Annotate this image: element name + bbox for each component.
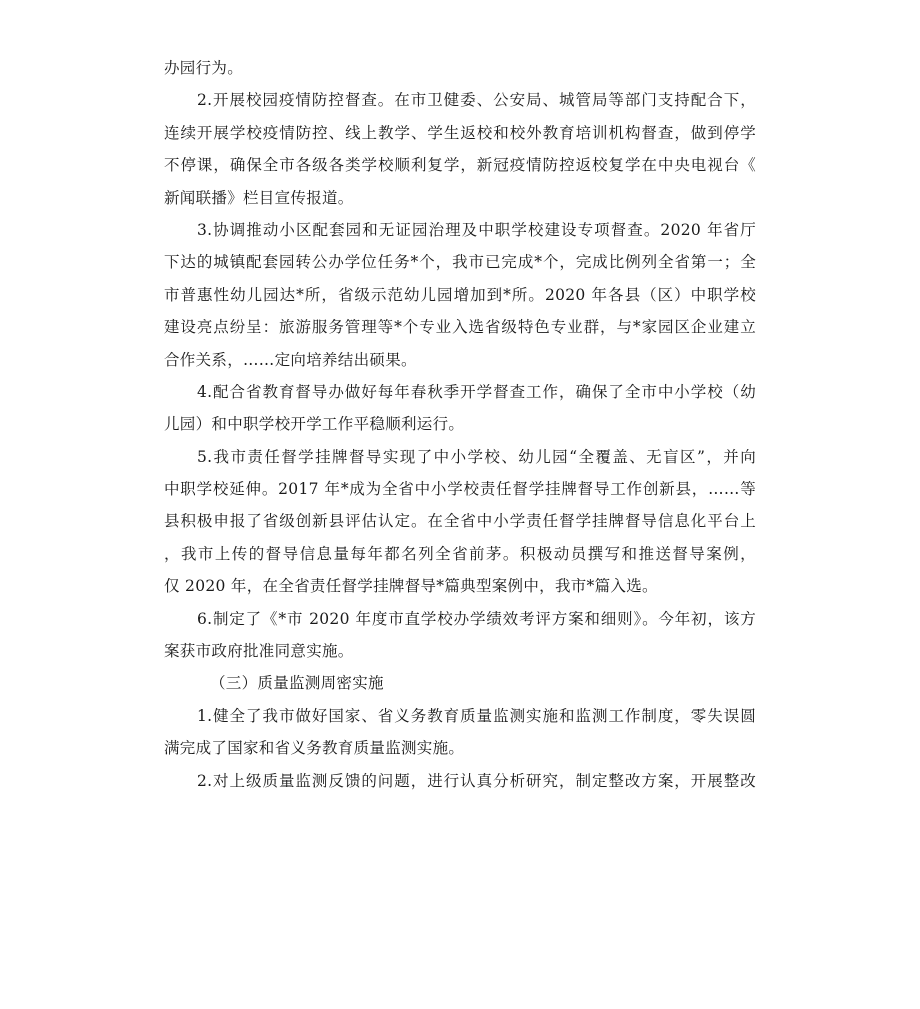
paragraph-line: 儿园）和中职学校开学工作平稳顺利运行。	[164, 415, 465, 434]
paragraph-line: 县积极申报了省级创新县评估认定。在全省中小学责任督学挂牌督导信息化平台上	[164, 512, 756, 531]
paragraph-line: 4.配合省教育督导办做好每年春秋季开学督查工作，确保了全市中小学校（幼	[197, 382, 756, 401]
paragraph-line: 仅 2020 年，在全省责任督学挂牌督导*篇典型案例中，我市*篇入选。	[164, 577, 658, 596]
paragraph-line: 2.开展校园疫情防控督查。在市卫健委、公安局、城管局等部门支持配合下，	[197, 91, 756, 110]
paragraph-line: 下达的城镇配套园转公办学位任务*个，我市已完成*个，完成比例列全省第一；全	[164, 253, 756, 272]
paragraph-line: 1.健全了我市做好国家、省义务教育质量监测实施和监测工作制度，零失误圆	[197, 706, 756, 725]
paragraph-line: 建设亮点纷呈：旅游服务管理等*个专业入选省级特色专业群，与*家园区企业建立	[164, 318, 756, 337]
paragraph-line: 合作关系，……定向培养结出硕果。	[164, 350, 417, 369]
section-heading: （三）质量监测周密实施	[210, 674, 384, 693]
paragraph-line: 不停课，确保全市各级各类学校顺利复学，新冠疫情防控返校复学在中央电视台《	[164, 156, 756, 175]
paragraph-line: 案获市政府批准同意实施。	[164, 642, 354, 661]
document-page	[164, 52, 756, 797]
paragraph-line: 3.协调推动小区配套园和无证园治理及中职学校建设专项督查。2020 年省厅	[197, 220, 756, 239]
paragraph-line: 连续开展学校疫情防控、线上教学、学生返校和校外教育培训机构督查，做到停学	[164, 123, 756, 142]
paragraph-line: 5.我市责任督学挂牌督导实现了中小学校、幼儿园“全覆盖、无盲区”，并向	[197, 447, 756, 466]
paragraph-line: 2.对上级质量监测反馈的问题，进行认真分析研究，制定整改方案，开展整改	[197, 771, 756, 790]
paragraph-line: 满完成了国家和省义务教育质量监测实施。	[164, 739, 465, 758]
paragraph-line: 新闻联播》栏目宣传报道。	[164, 188, 354, 207]
paragraph-line: 市普惠性幼儿园达*所，省级示范幼儿园增加到*所。2020 年各县（区）中职学校	[164, 285, 756, 304]
paragraph-line: 办园行为。	[164, 59, 244, 77]
paragraph-line: 中职学校延伸。2017 年*成为全省中小学校责任督学挂牌督导工作创新县，……等	[164, 480, 756, 499]
paragraph-line: ，我市上传的督导信息量每年都名列全省前茅。积极动员撰写和推送督导案例，	[164, 544, 756, 563]
paragraph-line: 6.制定了《*市 2020 年度市直学校办学绩效考评方案和细则》。今年初，该方	[197, 609, 756, 628]
